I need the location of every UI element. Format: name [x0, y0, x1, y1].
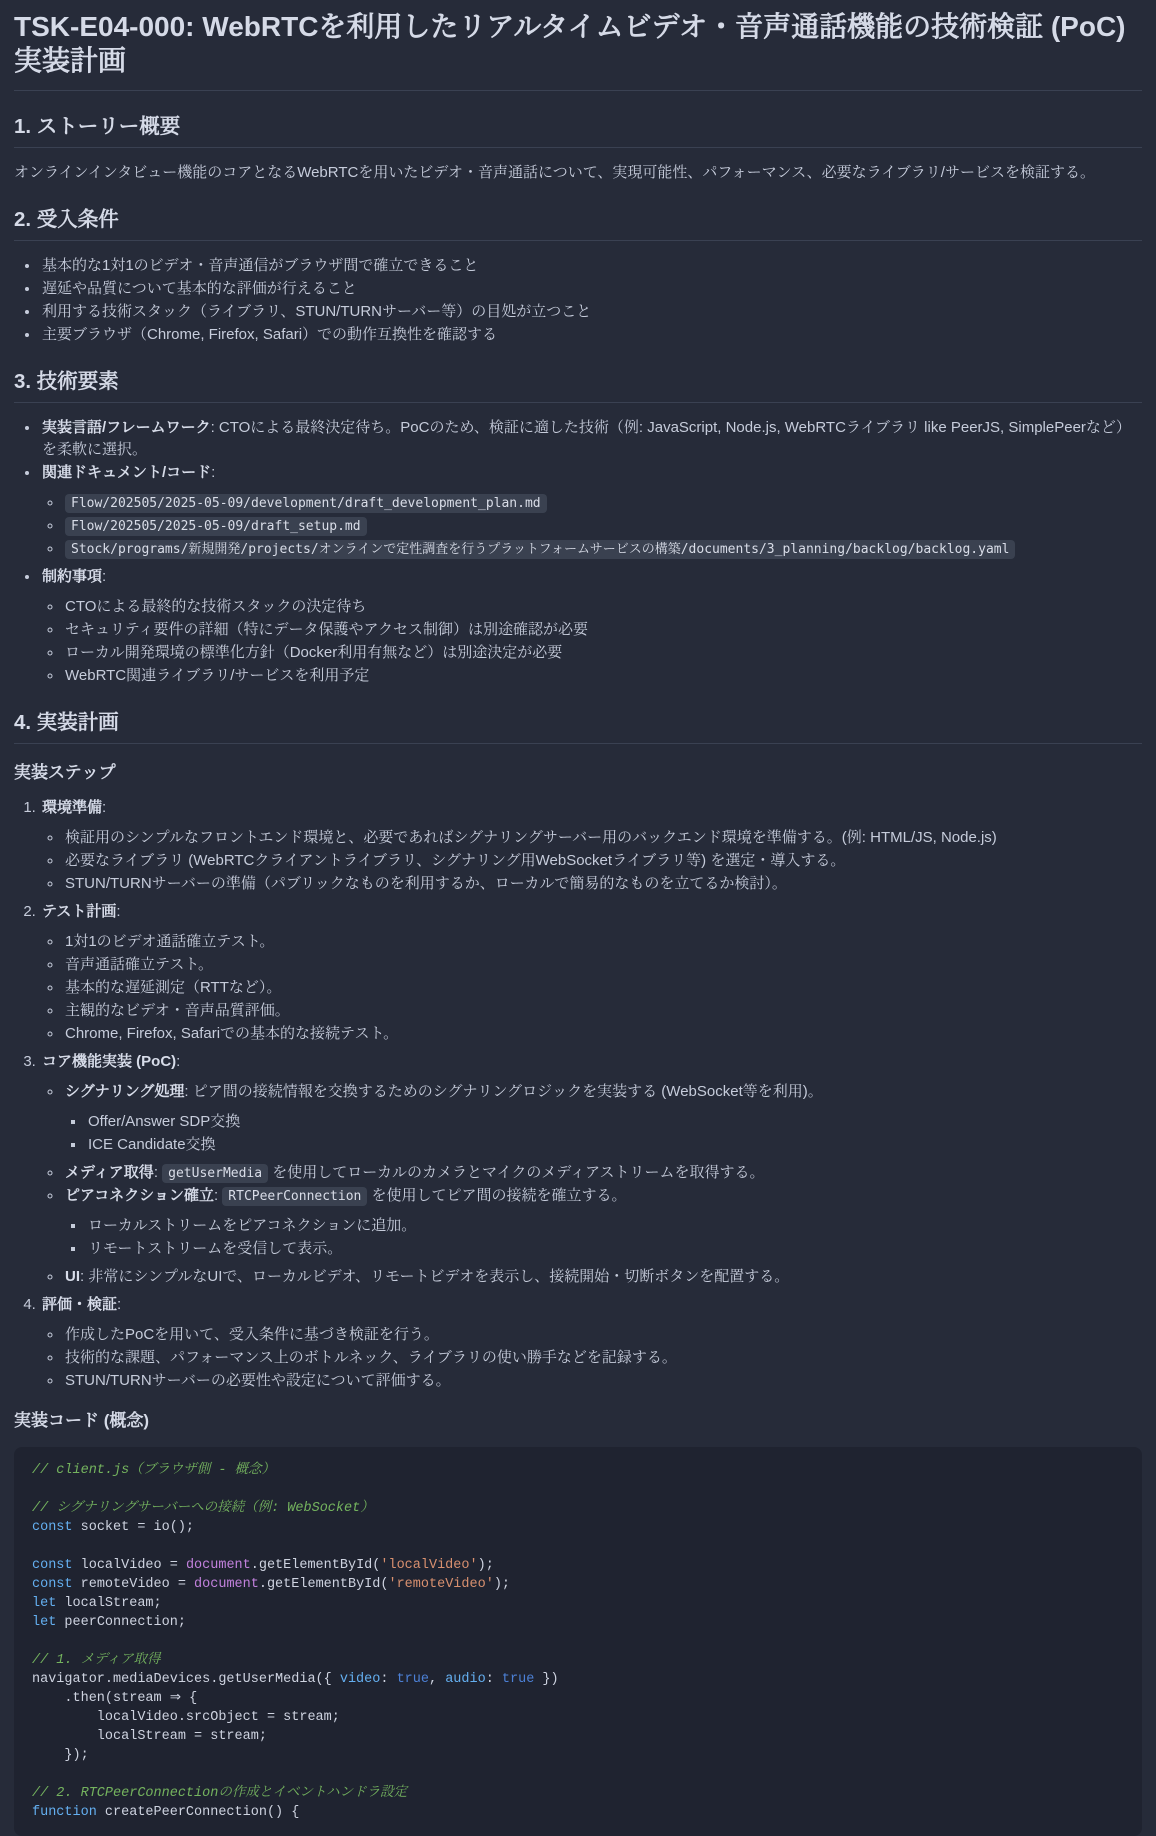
item-text: を使用してローカルのカメラとマイクのメディアストリームを取得する。: [268, 1164, 765, 1181]
item-text: :: [213, 1187, 223, 1204]
list-item: • 主要ブラウザ（Chrome, Firefox, Safari）での動作互換性を確認する: [40, 324, 1142, 346]
list-item: [63, 492, 1142, 514]
list-item: ◦ 検証用のシンプルなフロントエンド環境と、必要であればシグナリングサーバー用のバックエンド環境を準備する。(例: HTML/JS, Node.js): [63, 827, 1142, 849]
list-item: ◦ STUN/TURNサーバーの準備（パブリックなものを利用するか、ローカルで簡易的なものを立てるか検討）。: [63, 873, 1142, 895]
inline-code: RTCPeerConnection: [222, 1187, 367, 1206]
item-text: : CTOによる最終決定待ち。PoCのため、検証に適した技術（例: JavaScript, Node.js, WebRTCライブラリ like PeerJS, SimplePeerなど）を柔軟に選択。: [42, 419, 1131, 458]
list-item: [40, 462, 1142, 560]
list-item-signaling: [63, 1081, 1142, 1156]
item-label: シグナリング処理: [65, 1083, 185, 1100]
code-line: // client.js（ブラウザ側 - 概念）: [32, 1463, 276, 1478]
peer-sub-list: [65, 1215, 1142, 1260]
code-line: });: [32, 1748, 89, 1763]
item-text: : 非常にシンプルなUIで、ローカルビデオ、リモートビデオを表示し、接続開始・切断ボタンを配置する。: [80, 1268, 790, 1285]
subsection-heading-code: 実装コード (概念): [14, 1411, 150, 1430]
code-line: localStream = stream;: [32, 1729, 267, 1744]
section-heading-plan: 4. 実装計画: [14, 711, 1142, 744]
code-line: [32, 1765, 1124, 1784]
item-text: を使用してピア間の接続を確立する。: [367, 1187, 627, 1204]
item-text: :: [117, 1296, 122, 1313]
list-item: ◦ ローカル開発環境の標準化方針（Docker利用有無など）は別途決定が必要: [63, 642, 1142, 664]
doc-path-list: [42, 492, 1142, 560]
inline-code-path: Stock/programs/新規開発/projects/オンラインで定性調査を行うプラットフォームサービスの構築/documents/3_planning/backlog/backlog.yaml: [65, 540, 1015, 559]
code-line: localVideo.srcObject = stream;: [32, 1710, 340, 1725]
list-item: ◦ セキュリティ要件の詳細（特にデータ保護やアクセス制御）は別途確認が必要: [63, 619, 1142, 641]
list-item: [40, 417, 1142, 461]
list-item: ◦ CTOによる最終的な技術スタックの決定待ち: [63, 596, 1142, 618]
list-item: ▪ Offer/Answer SDP交換: [86, 1111, 1142, 1133]
code-line: // 1. メディア取得: [32, 1653, 161, 1668]
list-item: ◦ WebRTC関連ライブラリ/サービスを利用予定: [63, 665, 1142, 687]
subsection-heading-steps: 実装ステップ: [14, 763, 116, 782]
item-text: :: [102, 568, 107, 585]
list-item: ◦ 1対1のビデオ通話確立テスト。: [63, 931, 1142, 953]
step-item-test: [40, 901, 1142, 1045]
item-label: メディア取得: [65, 1164, 154, 1181]
step-sub-list: [42, 827, 1142, 895]
item-text: :: [153, 1164, 163, 1181]
list-item-media: [63, 1162, 1142, 1184]
code-line: const socket = io();: [32, 1520, 195, 1535]
inline-code: getUserMedia: [162, 1164, 268, 1183]
step-item-core: [40, 1051, 1142, 1288]
item-label: 評価・検証: [42, 1296, 118, 1313]
code-line: [32, 1537, 1124, 1556]
list-item: [63, 538, 1142, 560]
code-content: [32, 1461, 1124, 1822]
item-label: コア機能実装 (PoC): [42, 1053, 177, 1070]
item-text: :: [102, 799, 107, 816]
list-item: [63, 515, 1142, 537]
constraints-list: [42, 596, 1142, 687]
step-sub-list: [42, 931, 1142, 1045]
item-label: テスト計画: [42, 903, 117, 920]
list-item: ◦ 技術的な課題、パフォーマンス上のボトルネック、ライブラリの使い勝手などを記録する。: [63, 1347, 1142, 1369]
list-item: • 遅延や品質について基本的な評価が行えること: [40, 278, 1142, 300]
code-line: let peerConnection;: [32, 1615, 186, 1630]
code-line: const localVideo = document.getElementById('localVideo');: [32, 1558, 494, 1573]
acceptance-list: [14, 255, 1142, 346]
code-line: let localStream;: [32, 1596, 162, 1611]
code-block: [14, 1447, 1142, 1836]
code-line: // シグナリングサーバーへの接続（例: WebSocket）: [32, 1501, 374, 1516]
list-item: ◦ STUN/TURNサーバーの必要性や設定について評価する。: [63, 1370, 1142, 1392]
item-text: :: [211, 464, 216, 481]
overview-paragraph: オンラインインタビュー機能のコアとなるWebRTCを用いたビデオ・音声通話について、実現可能性、パフォーマンス、必要なライブラリ/サービスを検証する。: [14, 164, 1095, 181]
list-item: • 利用する技術スタック（ライブラリ、STUN/TURNサーバー等）の目処が立つこと: [40, 301, 1142, 323]
list-item: ◦ 作成したPoCを用いて、受入条件に基づき検証を行う。: [63, 1324, 1142, 1346]
tech-list: [14, 417, 1142, 687]
step-item-eval: [40, 1294, 1142, 1392]
section-heading-tech: 3. 技術要素: [14, 370, 1142, 403]
list-item: • 基本的な1対1のビデオ・音声通信がブラウザ間で確立できること: [40, 255, 1142, 277]
item-label: 関連ドキュメント/コード: [42, 464, 212, 481]
code-line: const remoteVideo = document.getElementById('remoteVideo');: [32, 1577, 511, 1592]
inline-code-path: Flow/202505/2025-05-09/development/draft_development_plan.md: [65, 494, 547, 513]
list-item: ◦ 主観的なビデオ・音声品質評価。: [63, 1000, 1142, 1022]
list-item: [40, 566, 1142, 687]
code-line: [32, 1632, 1124, 1651]
step-sub-list: [42, 1081, 1142, 1288]
list-item: ▪ リモートストリームを受信して表示。: [86, 1238, 1142, 1260]
item-label: 環境準備: [42, 799, 103, 816]
item-label: ピアコネクション確立: [65, 1187, 214, 1204]
item-text: : ピア間の接続情報を交換するためのシグナリングロジックを実装する (WebSocket等を利用)。: [184, 1083, 823, 1100]
inline-code-path: Flow/202505/2025-05-09/draft_setup.md: [65, 517, 367, 536]
step-sub-list: [42, 1324, 1142, 1392]
step-item-env: [40, 797, 1142, 895]
item-text: :: [176, 1053, 181, 1070]
page-title: TSK-E04-000: WebRTCを利用したリアルタイムビデオ・音声通話機能の技術検証 (PoC) 実装計画: [14, 2, 1142, 91]
signaling-sub-list: [65, 1111, 1142, 1156]
code-line: function createPeerConnection() {: [32, 1805, 300, 1820]
list-item: ◦ 基本的な遅延測定（RTTなど）。: [63, 977, 1142, 999]
list-item-ui: [63, 1266, 1142, 1288]
item-text: :: [116, 903, 121, 920]
code-line: navigator.mediaDevices.getUserMedia({ video: true, audio: true }): [32, 1672, 559, 1687]
item-label: 実装言語/フレームワーク: [42, 419, 211, 436]
code-line: [32, 1480, 1124, 1499]
list-item: ▪ ICE Candidate交換: [86, 1134, 1142, 1156]
code-lines: [32, 1461, 1124, 1822]
code-line: // 2. RTCPeerConnectionの作成とイベントハンドラ設定: [32, 1786, 408, 1801]
list-item: ◦ 必要なライブラリ (WebRTCクライアントライブラリ、シグナリング用WebSocketライブラリ等) を選定・導入する。: [63, 850, 1142, 872]
list-item: ▪ ローカルストリームをピアコネクションに追加。: [86, 1215, 1142, 1237]
item-label: UI: [65, 1268, 80, 1285]
list-item: ◦ 音声通話確立テスト。: [63, 954, 1142, 976]
code-line: .then(stream ⇒ {: [32, 1691, 198, 1706]
list-item-peer: [63, 1185, 1142, 1260]
steps-list: [14, 797, 1142, 1392]
list-item: ◦ Chrome, Firefox, Safariでの基本的な接続テスト。: [63, 1023, 1142, 1045]
section-heading-acceptance: 2. 受入条件: [14, 208, 1142, 241]
section-heading-overview: 1. ストーリー概要: [14, 115, 1142, 148]
item-label: 制約事項: [42, 568, 103, 585]
